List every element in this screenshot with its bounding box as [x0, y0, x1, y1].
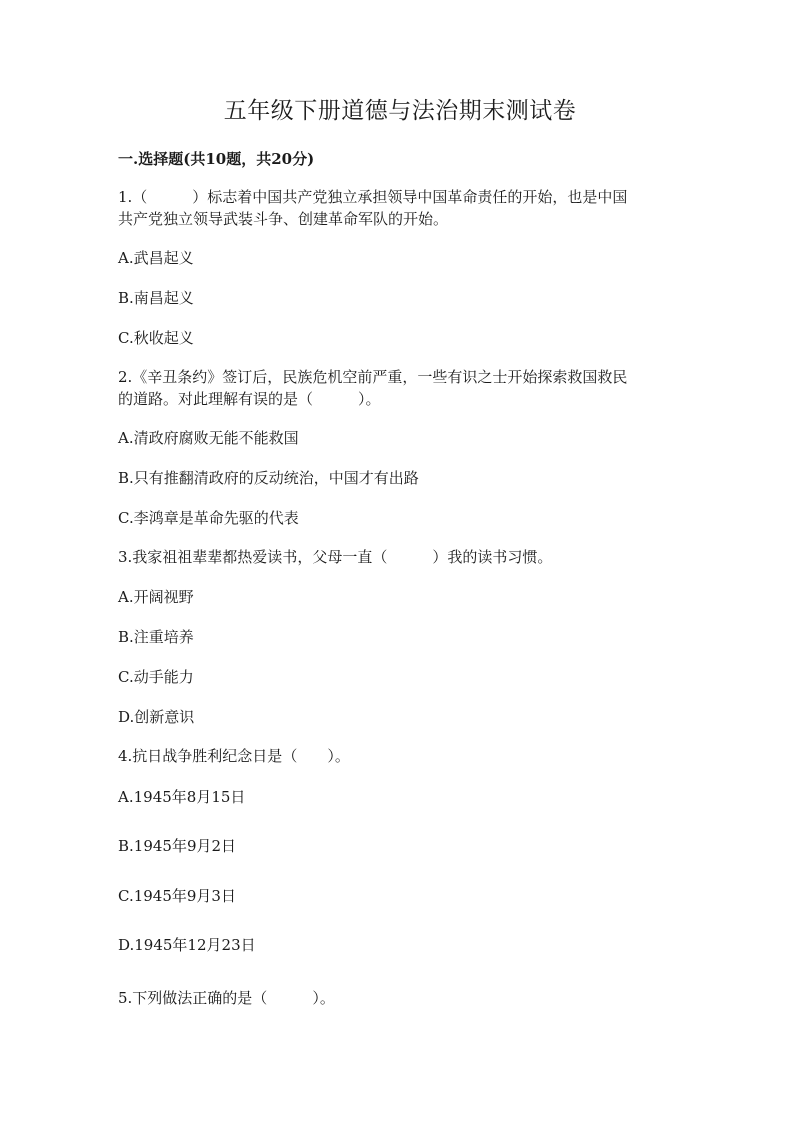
question-4-option-c: C.1945年9月3日 [118, 887, 236, 905]
question-3-option-b: B.注重培养 [118, 628, 194, 646]
question-4-option-a: A.1945年8月15日 [118, 788, 246, 806]
section-heading: 一.选择题(共10题，共20分) [118, 150, 315, 168]
question-3-option-a: A.开阔视野 [118, 588, 194, 606]
question-4-option-d: D.1945年12月23日 [118, 936, 256, 954]
page-title: 五年级下册道德与法治期末测试卷 [223, 98, 577, 124]
question-5-text: 5.下列做法正确的是（ ）。 [118, 989, 335, 1007]
question-3-option-c: C.动手能力 [118, 668, 194, 686]
question-2-text-line-2: 的道路。对此理解有误的是（ ）。 [118, 390, 381, 408]
question-3-text: 3.我家祖祖辈辈都热爱读书，父母一直（ ）我的读书习惯。 [118, 548, 553, 566]
question-2-option-b: B.只有推翻清政府的反动统治，中国才有出路 [118, 469, 419, 487]
question-2-option-a: A.清政府腐败无能不能救国 [118, 429, 299, 447]
question-2-option-c: C.李鸿章是革命先驱的代表 [118, 509, 299, 527]
question-1-option-c: C.秋收起义 [118, 329, 194, 347]
question-4-text: 4.抗日战争胜利纪念日是（ ）。 [118, 747, 350, 765]
question-1-text-line-1: 1.（ ）标志着中国共产党独立承担领导中国革命责任的开始，也是中国 [118, 188, 628, 206]
question-1-option-b: B.南昌起义 [118, 289, 194, 307]
question-4-option-b: B.1945年9月2日 [118, 837, 237, 855]
question-1-option-a: A.武昌起义 [118, 249, 194, 267]
question-2-text-line-1: 2.《辛丑条约》签订后，民族危机空前严重，一些有识之士开始探索救国救民 [118, 368, 628, 386]
question-1-text-line-2: 共产党独立领导武装斗争、创建革命军队的开始。 [118, 210, 449, 228]
question-3-option-d: D.创新意识 [118, 708, 195, 726]
